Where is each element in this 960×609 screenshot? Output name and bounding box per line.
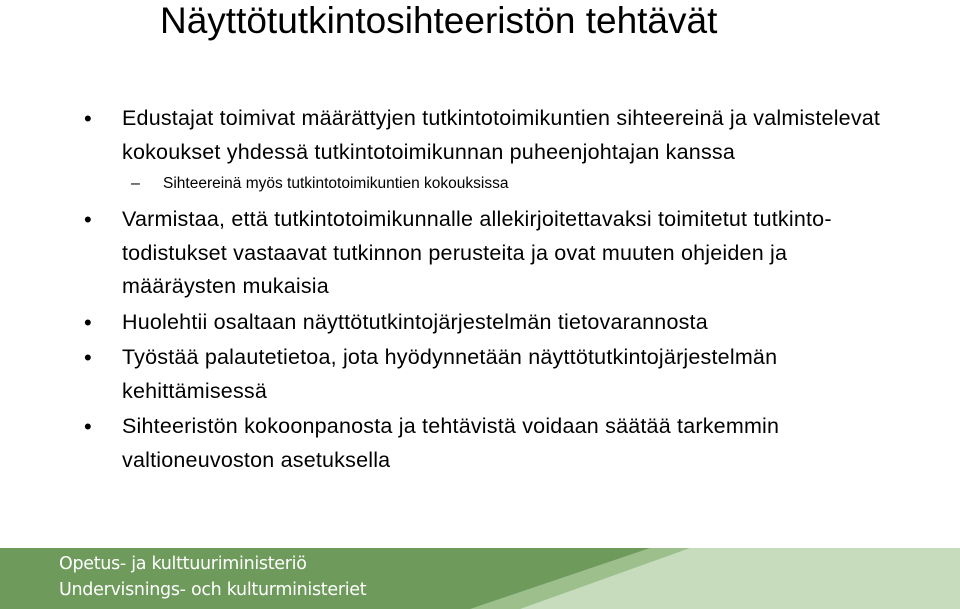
sub-bullet-text: Sihteereinä myös tutkintotoimikuntien kokouksissa [163,175,509,192]
bullet-marker: • [84,106,92,131]
page-title: Näyttötutkintosihteeristön tehtävät [160,0,718,41]
list-item [0,203,960,304]
list-item [0,306,960,340]
bullet-text: Huolehtii osaltaan näyttötutkintojärjestelmän tietovarannosta [122,309,708,334]
bullet-list [0,102,960,477]
ministry-name-fi: Opetus- ja kulttuuriministeriö [59,554,307,574]
ministry-footer [0,548,960,609]
bullet-marker: • [84,345,92,370]
bullet-marker: • [84,309,92,335]
bullet-marker: • [84,414,92,439]
ministry-name-sv: Undervisnings- och kulturministeriet [59,580,367,600]
bullet-text: Työstää palautetietoa, jota hyödynnetään näyttötutkintojärjestelmän kehittämisessä [122,345,778,403]
bullet-marker: • [84,207,92,232]
list-item [0,341,960,408]
sub-list-item [0,169,960,199]
list-item [0,102,960,169]
bullet-text: Edustajat toimivat määrättyjen tutkintotoimikuntien sihteereinä ja valmistelevat kokoukset yhdessä tutkintotoimikunnan puheenjohtajan kanssa [122,106,881,164]
list-item [0,410,960,477]
dash-marker: – [131,175,140,192]
bullet-text: Varmistaa, että tutkintotoimikunnalle allekirjoitettavaksi toimitetut tutkinto-todistukset vastaavat tutkinnon perusteita ja ovat muuten ohjeiden ja määräysten mukaisia [122,207,832,298]
bullet-text: Sihteeristön kokoonpanosta ja tehtävistä voidaan säätää tarkemmin valtioneuvoston asetuksella [122,414,780,472]
